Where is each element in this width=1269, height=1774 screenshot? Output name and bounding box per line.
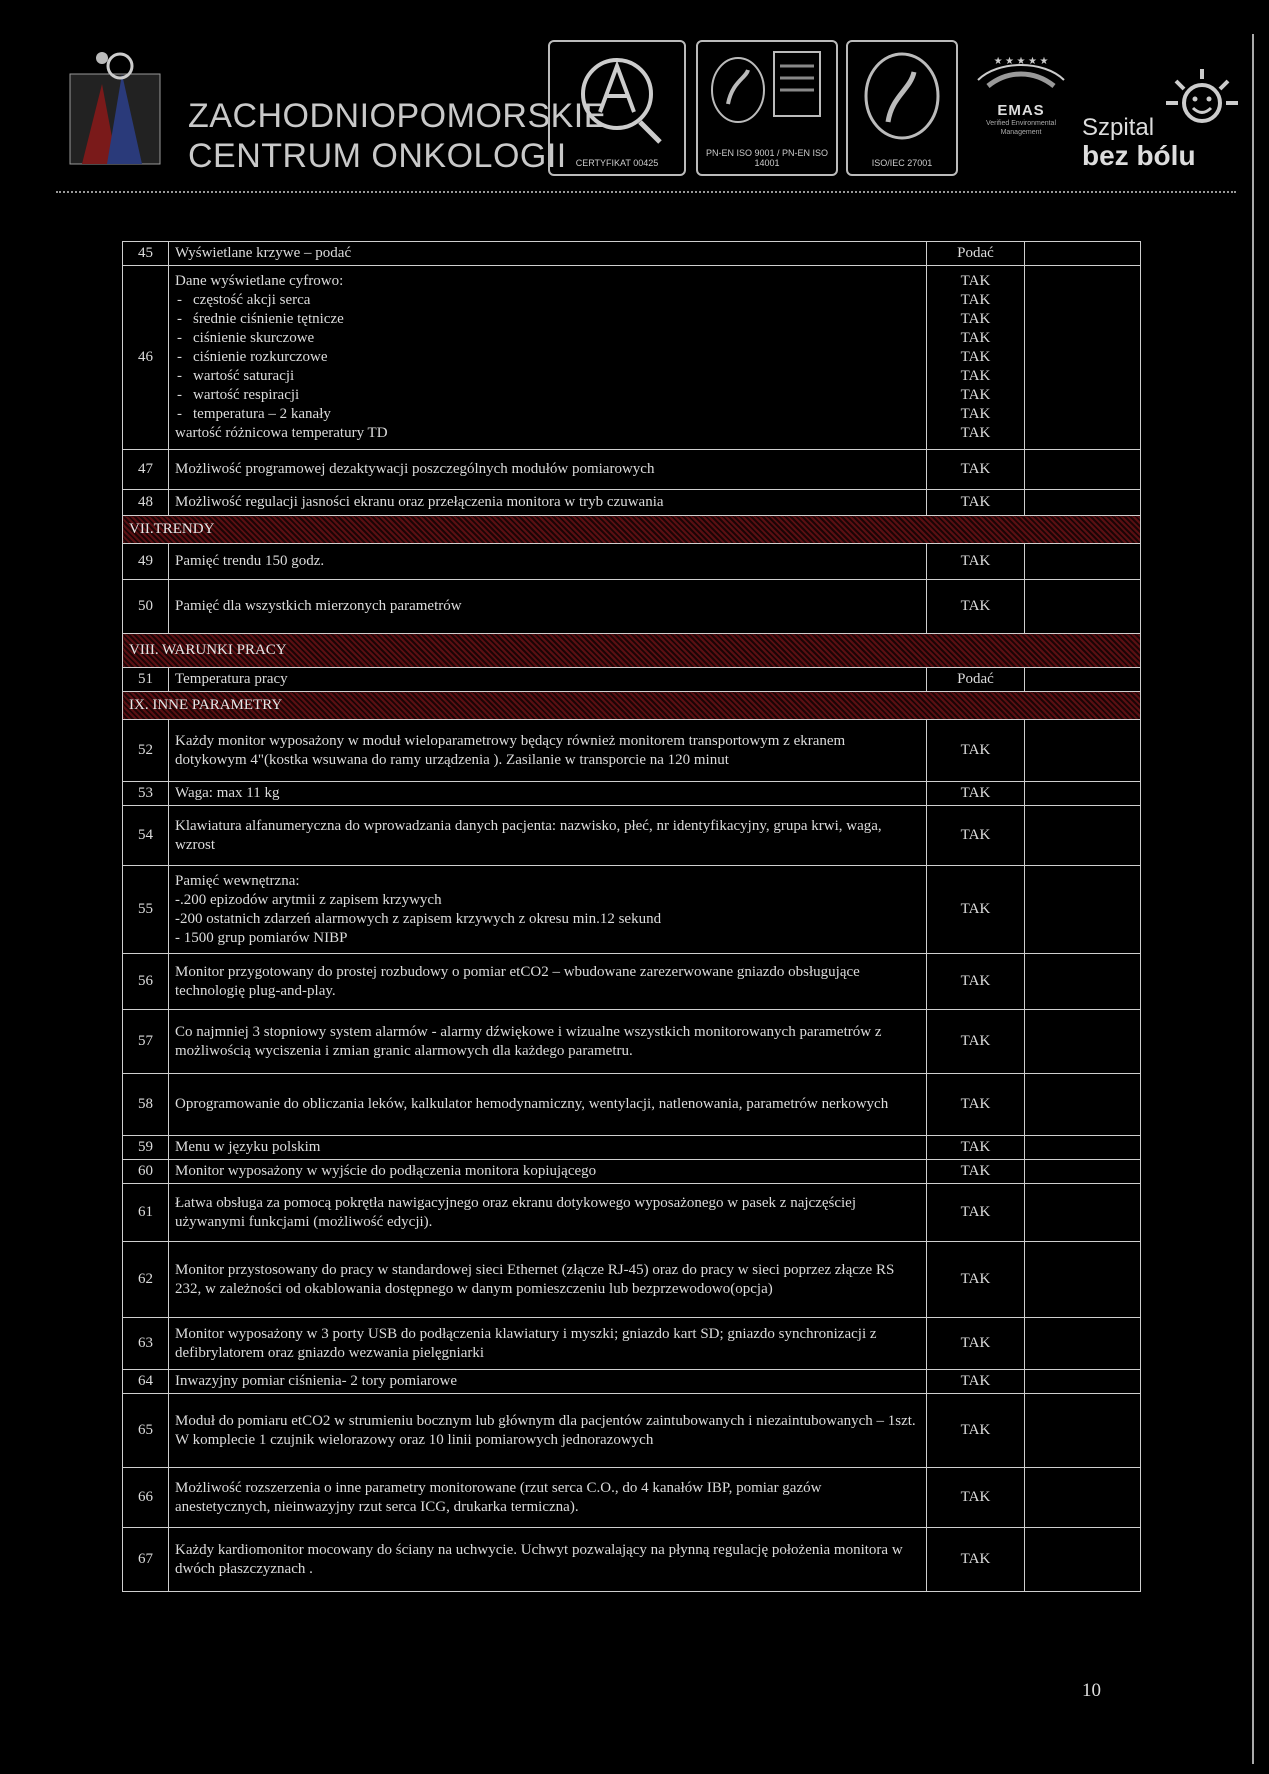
- certificate-q-icon: [550, 42, 684, 152]
- row-description-intro: Pamięć wewnętrzna:: [175, 872, 300, 889]
- section-title: VII.TRENDY: [123, 516, 1141, 544]
- table-row: [123, 1528, 1141, 1592]
- table-row: [123, 242, 1141, 266]
- row-description-tail: wartość różnicowa temperatury TD: [175, 425, 388, 441]
- row-description: Inwazyjny pomiar ciśnienia- 2 tory pomiarowe: [169, 1370, 927, 1394]
- emas-subtitle: Verified Environmental Management: [985, 120, 1057, 136]
- row-number: 57: [123, 1010, 169, 1074]
- certificate-label: CERTYFIKAT 00425: [575, 158, 659, 168]
- description-line: - 1500 grup pomiarów NIBP: [175, 929, 348, 946]
- row-number: 46: [123, 266, 169, 450]
- description-line: -200 ostatnich zdarzeń alarmowych z zapisem krzywych z okresu min.12 sekund: [175, 910, 662, 927]
- table-row: [123, 1318, 1141, 1370]
- list-item: - temperatura – 2 kanały: [175, 405, 920, 424]
- offered-value-cell: [1025, 866, 1141, 954]
- smiling-sun-icon: [1162, 65, 1242, 135]
- offered-value-cell: [1025, 720, 1141, 782]
- row-description: Każdy kardiomonitor mocowany do ściany na uchwycie. Uchwyt pozwalający na płynną regulację położenia monitora w dwóch płaszczyznach .: [169, 1528, 927, 1592]
- offered-value-cell: [1025, 1468, 1141, 1528]
- row-description: Waga: max 11 kg: [169, 782, 927, 806]
- row-value: TAK: [927, 954, 1025, 1010]
- page-number: 10: [1082, 1680, 1101, 1701]
- row-value: TAK: [927, 1242, 1025, 1318]
- header-divider: [56, 191, 1236, 193]
- row-value: TAK: [927, 1468, 1025, 1528]
- list-item: - ciśnienie skurczowe: [175, 329, 920, 348]
- row-number: 58: [123, 1074, 169, 1136]
- offered-value-cell: [1025, 782, 1141, 806]
- value-line: TAK: [960, 330, 991, 346]
- offered-value-cell: [1025, 1394, 1141, 1468]
- table-row: [123, 782, 1141, 806]
- iso-certificate-badge: [696, 40, 838, 176]
- row-value: TAK: [927, 1136, 1025, 1160]
- value-line: TAK: [960, 292, 991, 308]
- org-name-line1: ZACHODNIOPOMORSKIE: [188, 97, 607, 135]
- svg-text:★ ★ ★ ★ ★: ★ ★ ★ ★ ★: [993, 56, 1049, 67]
- offered-value-cell: [1025, 1074, 1141, 1136]
- table-row: [123, 1136, 1141, 1160]
- list-item: - wartość respiracji: [175, 386, 920, 405]
- offered-value-cell: [1025, 806, 1141, 866]
- value-line: TAK: [960, 273, 991, 289]
- row-number: 48: [123, 490, 169, 516]
- row-value: TAK: [927, 720, 1025, 782]
- section-title: VIII. WARUNKI PRACY: [123, 634, 1141, 668]
- row-number: 59: [123, 1136, 169, 1160]
- row-number: 61: [123, 1184, 169, 1242]
- row-number: 62: [123, 1242, 169, 1318]
- row-description: Możliwość regulacji jasności ekranu oraz przełączenia monitora w tryb czuwania: [169, 490, 927, 516]
- row-description-intro: Moduł do pomiaru etCO2 w strumieniu bocznym lub głównym dla pacjentów zaintubowanych i niezaintubowanych – 1szt.: [175, 1412, 916, 1429]
- row-number: 45: [123, 242, 169, 266]
- value-line: TAK: [960, 425, 991, 441]
- table-row: [123, 544, 1141, 580]
- table-row: [123, 806, 1141, 866]
- list-item: - wartość saturacji: [175, 367, 920, 386]
- institution-logo: [62, 44, 172, 168]
- row-value: TAK: [927, 1074, 1025, 1136]
- description-line: W komplecie 1 czujnik wielorazowy oraz 10 linii pomiarowych jednorazowych: [175, 1431, 654, 1448]
- offered-value-cell: [1025, 954, 1141, 1010]
- row-number: 67: [123, 1528, 169, 1592]
- row-description: Temperatura pracy: [169, 668, 927, 692]
- row-number: 60: [123, 1160, 169, 1184]
- row-number: 64: [123, 1370, 169, 1394]
- table-row: [123, 490, 1141, 516]
- row-description: [169, 1394, 927, 1468]
- row-description: Wyświetlane krzywe – podać: [169, 242, 927, 266]
- row-description: [169, 266, 927, 450]
- certificate-label: ISO/IEC 27001: [871, 158, 933, 168]
- table-row: [123, 450, 1141, 490]
- row-number: 51: [123, 668, 169, 692]
- page-edge-line: [1252, 34, 1254, 1764]
- offered-value-cell: [1025, 668, 1141, 692]
- table-row: [123, 1242, 1141, 1318]
- row-description: Każdy monitor wyposażony w moduł wieloparametrowy będący również monitorem transportowym z ekranem dotykowym 4"(kostka wsuwana do ramy urządzenia ). Zasilanie w transporcie na 120 minut: [169, 720, 927, 782]
- row-description: Pamięć trendu 150 godz.: [169, 544, 927, 580]
- offered-value-cell: [1025, 1136, 1141, 1160]
- offered-value-cell: [1025, 1318, 1141, 1370]
- row-number: 53: [123, 782, 169, 806]
- specification-table: [122, 241, 1141, 1592]
- row-value: Podać: [927, 242, 1025, 266]
- row-value: Podać: [927, 668, 1025, 692]
- section-header: [123, 692, 1141, 720]
- row-value: TAK: [927, 1160, 1025, 1184]
- row-number: 66: [123, 1468, 169, 1528]
- offered-value-cell: [1025, 544, 1141, 580]
- offered-value-cell: [1025, 1184, 1141, 1242]
- offered-value-cell: [1025, 1010, 1141, 1074]
- row-number: 52: [123, 720, 169, 782]
- row-description-intro: Dane wyświetlane cyfrowo:: [175, 273, 344, 289]
- table-row: [123, 720, 1141, 782]
- row-value: TAK: [927, 782, 1025, 806]
- row-description: Oprogramowanie do obliczania leków, kalkulator hemodynamiczny, wentylacji, natlenowania, parametrów nerkowych: [169, 1074, 927, 1136]
- row-number: 50: [123, 580, 169, 634]
- slogan-line1: Szpital: [1082, 114, 1155, 141]
- row-description: Monitor przystosowany do pracy w standardowej sieci Ethernet (złącze RJ-45) oraz do pracy w sieci poprzez złącze RS 232, w zależności od okablowania dostępnego w danym pomieszczeniu lub bezprzewodowo(opcja): [169, 1242, 927, 1318]
- table-row: [123, 1010, 1141, 1074]
- row-value: TAK: [927, 1394, 1025, 1468]
- offered-value-cell: [1025, 450, 1141, 490]
- quality-certificate-badge: [548, 40, 686, 176]
- row-value: TAK: [927, 1318, 1025, 1370]
- row-number: 65: [123, 1394, 169, 1468]
- row-description: Możliwość programowej dezaktywacji poszczególnych modułów pomiarowych: [169, 450, 927, 490]
- offered-value-cell: [1025, 242, 1141, 266]
- row-number: 49: [123, 544, 169, 580]
- row-description: Monitor wyposażony w 3 porty USB do podłączenia klawiatury i myszki; gniazdo kart SD; gniazdo synchronizacji z defibrylatorem oraz gniazdo wezwania pielęgniarki: [169, 1318, 927, 1370]
- row-value: TAK: [927, 1370, 1025, 1394]
- offered-value-cell: [1025, 1242, 1141, 1318]
- row-value: TAK: [927, 490, 1025, 516]
- description-line: -.200 epizodów arytmii z zapisem krzywych: [175, 891, 442, 908]
- row-description: [169, 866, 927, 954]
- value-line: TAK: [960, 387, 991, 403]
- value-line: TAK: [960, 349, 991, 365]
- certificate-label: PN-EN ISO 9001 / PN-EN ISO 14001: [705, 148, 829, 168]
- emas-wordmark: EMAS: [997, 102, 1045, 119]
- organization-name: [188, 96, 607, 176]
- parameter-list: [175, 291, 920, 424]
- row-description: Pamięć dla wszystkich mierzonych parametrów: [169, 580, 927, 634]
- row-value: TAK: [927, 450, 1025, 490]
- value-line: TAK: [960, 406, 991, 422]
- eu-stars-icon: [968, 50, 1074, 90]
- offered-value-cell: [1025, 490, 1141, 516]
- row-description: Monitor przygotowany do prostej rozbudowy o pomiar etCO2 – wbudowane zarezerwowane gniazdo obsługujące technologię plug-and-play.: [169, 954, 927, 1010]
- offered-value-cell: [1025, 1528, 1141, 1592]
- row-value: [927, 266, 1025, 450]
- table-row: [123, 1468, 1141, 1528]
- row-value: TAK: [927, 544, 1025, 580]
- table-row: [123, 1394, 1141, 1468]
- list-item: - średnie ciśnienie tętnicze: [175, 310, 920, 329]
- emas-badge: [968, 50, 1074, 170]
- section-header: [123, 634, 1141, 668]
- table-row: [123, 266, 1141, 450]
- offered-value-cell: [1025, 1160, 1141, 1184]
- slogan: [1082, 115, 1196, 171]
- table-row: [123, 580, 1141, 634]
- row-number: 54: [123, 806, 169, 866]
- griffin-seal-icon: [698, 42, 836, 152]
- row-value: TAK: [927, 1528, 1025, 1592]
- list-item: - częstość akcji serca: [175, 291, 920, 310]
- security-certificate-badge: [846, 40, 958, 176]
- table-row: [123, 1074, 1141, 1136]
- row-value: TAK: [927, 1184, 1025, 1242]
- offered-value-cell: [1025, 266, 1141, 450]
- offered-value-cell: [1025, 580, 1141, 634]
- row-description: Klawiatura alfanumeryczna do wprowadzania danych pacjenta: nazwisko, płeć, nr identyfikacyjny, grupa krwi, waga, wzrost: [169, 806, 927, 866]
- row-number: 55: [123, 866, 169, 954]
- row-number: 63: [123, 1318, 169, 1370]
- section-title: IX. INNE PARAMETRY: [123, 692, 1141, 720]
- griffin-seal-icon: [848, 42, 956, 152]
- section-header: [123, 516, 1141, 544]
- row-value: TAK: [927, 580, 1025, 634]
- row-number: 47: [123, 450, 169, 490]
- table-row: [123, 1160, 1141, 1184]
- table-row: [123, 1184, 1141, 1242]
- table-row: [123, 668, 1141, 692]
- row-value: TAK: [927, 1010, 1025, 1074]
- table-row: [123, 954, 1141, 1010]
- row-description: Menu w języku polskim: [169, 1136, 927, 1160]
- slogan-line2: bez bólu: [1082, 140, 1196, 171]
- row-description: Możliwość rozszerzenia o inne parametry monitorowane (rzut serca C.O., do 4 kanałów IBP, pomiar gazów anestetycznych, nieinwazyjny rzut serca ICG, drukarka termiczna).: [169, 1468, 927, 1528]
- row-number: 56: [123, 954, 169, 1010]
- offered-value-cell: [1025, 1370, 1141, 1394]
- row-description: Co najmniej 3 stopniowy system alarmów - alarmy dźwiękowe i wizualne wszystkich monitorowanych parametrów z możliwością wyciszenia i zmian granic alarmowych dla każdego parametru.: [169, 1010, 927, 1074]
- document-header: [0, 0, 1269, 190]
- table-row: [123, 866, 1141, 954]
- row-value: TAK: [927, 866, 1025, 954]
- table-row: [123, 1370, 1141, 1394]
- list-item: - ciśnienie rozkurczowe: [175, 348, 920, 367]
- value-line: TAK: [960, 311, 991, 327]
- row-value: TAK: [927, 806, 1025, 866]
- value-line: TAK: [960, 368, 991, 384]
- row-description: Łatwa obsługa za pomocą pokrętła nawigacyjnego oraz ekranu dotykowego wyposażonego w pasek z najczęściej używanymi funkcjami (możliwość edycji).: [169, 1184, 927, 1242]
- org-name-line2: CENTRUM ONKOLOGII: [188, 137, 567, 175]
- row-description: Monitor wyposażony w wyjście do podłączenia monitora kopiującego: [169, 1160, 927, 1184]
